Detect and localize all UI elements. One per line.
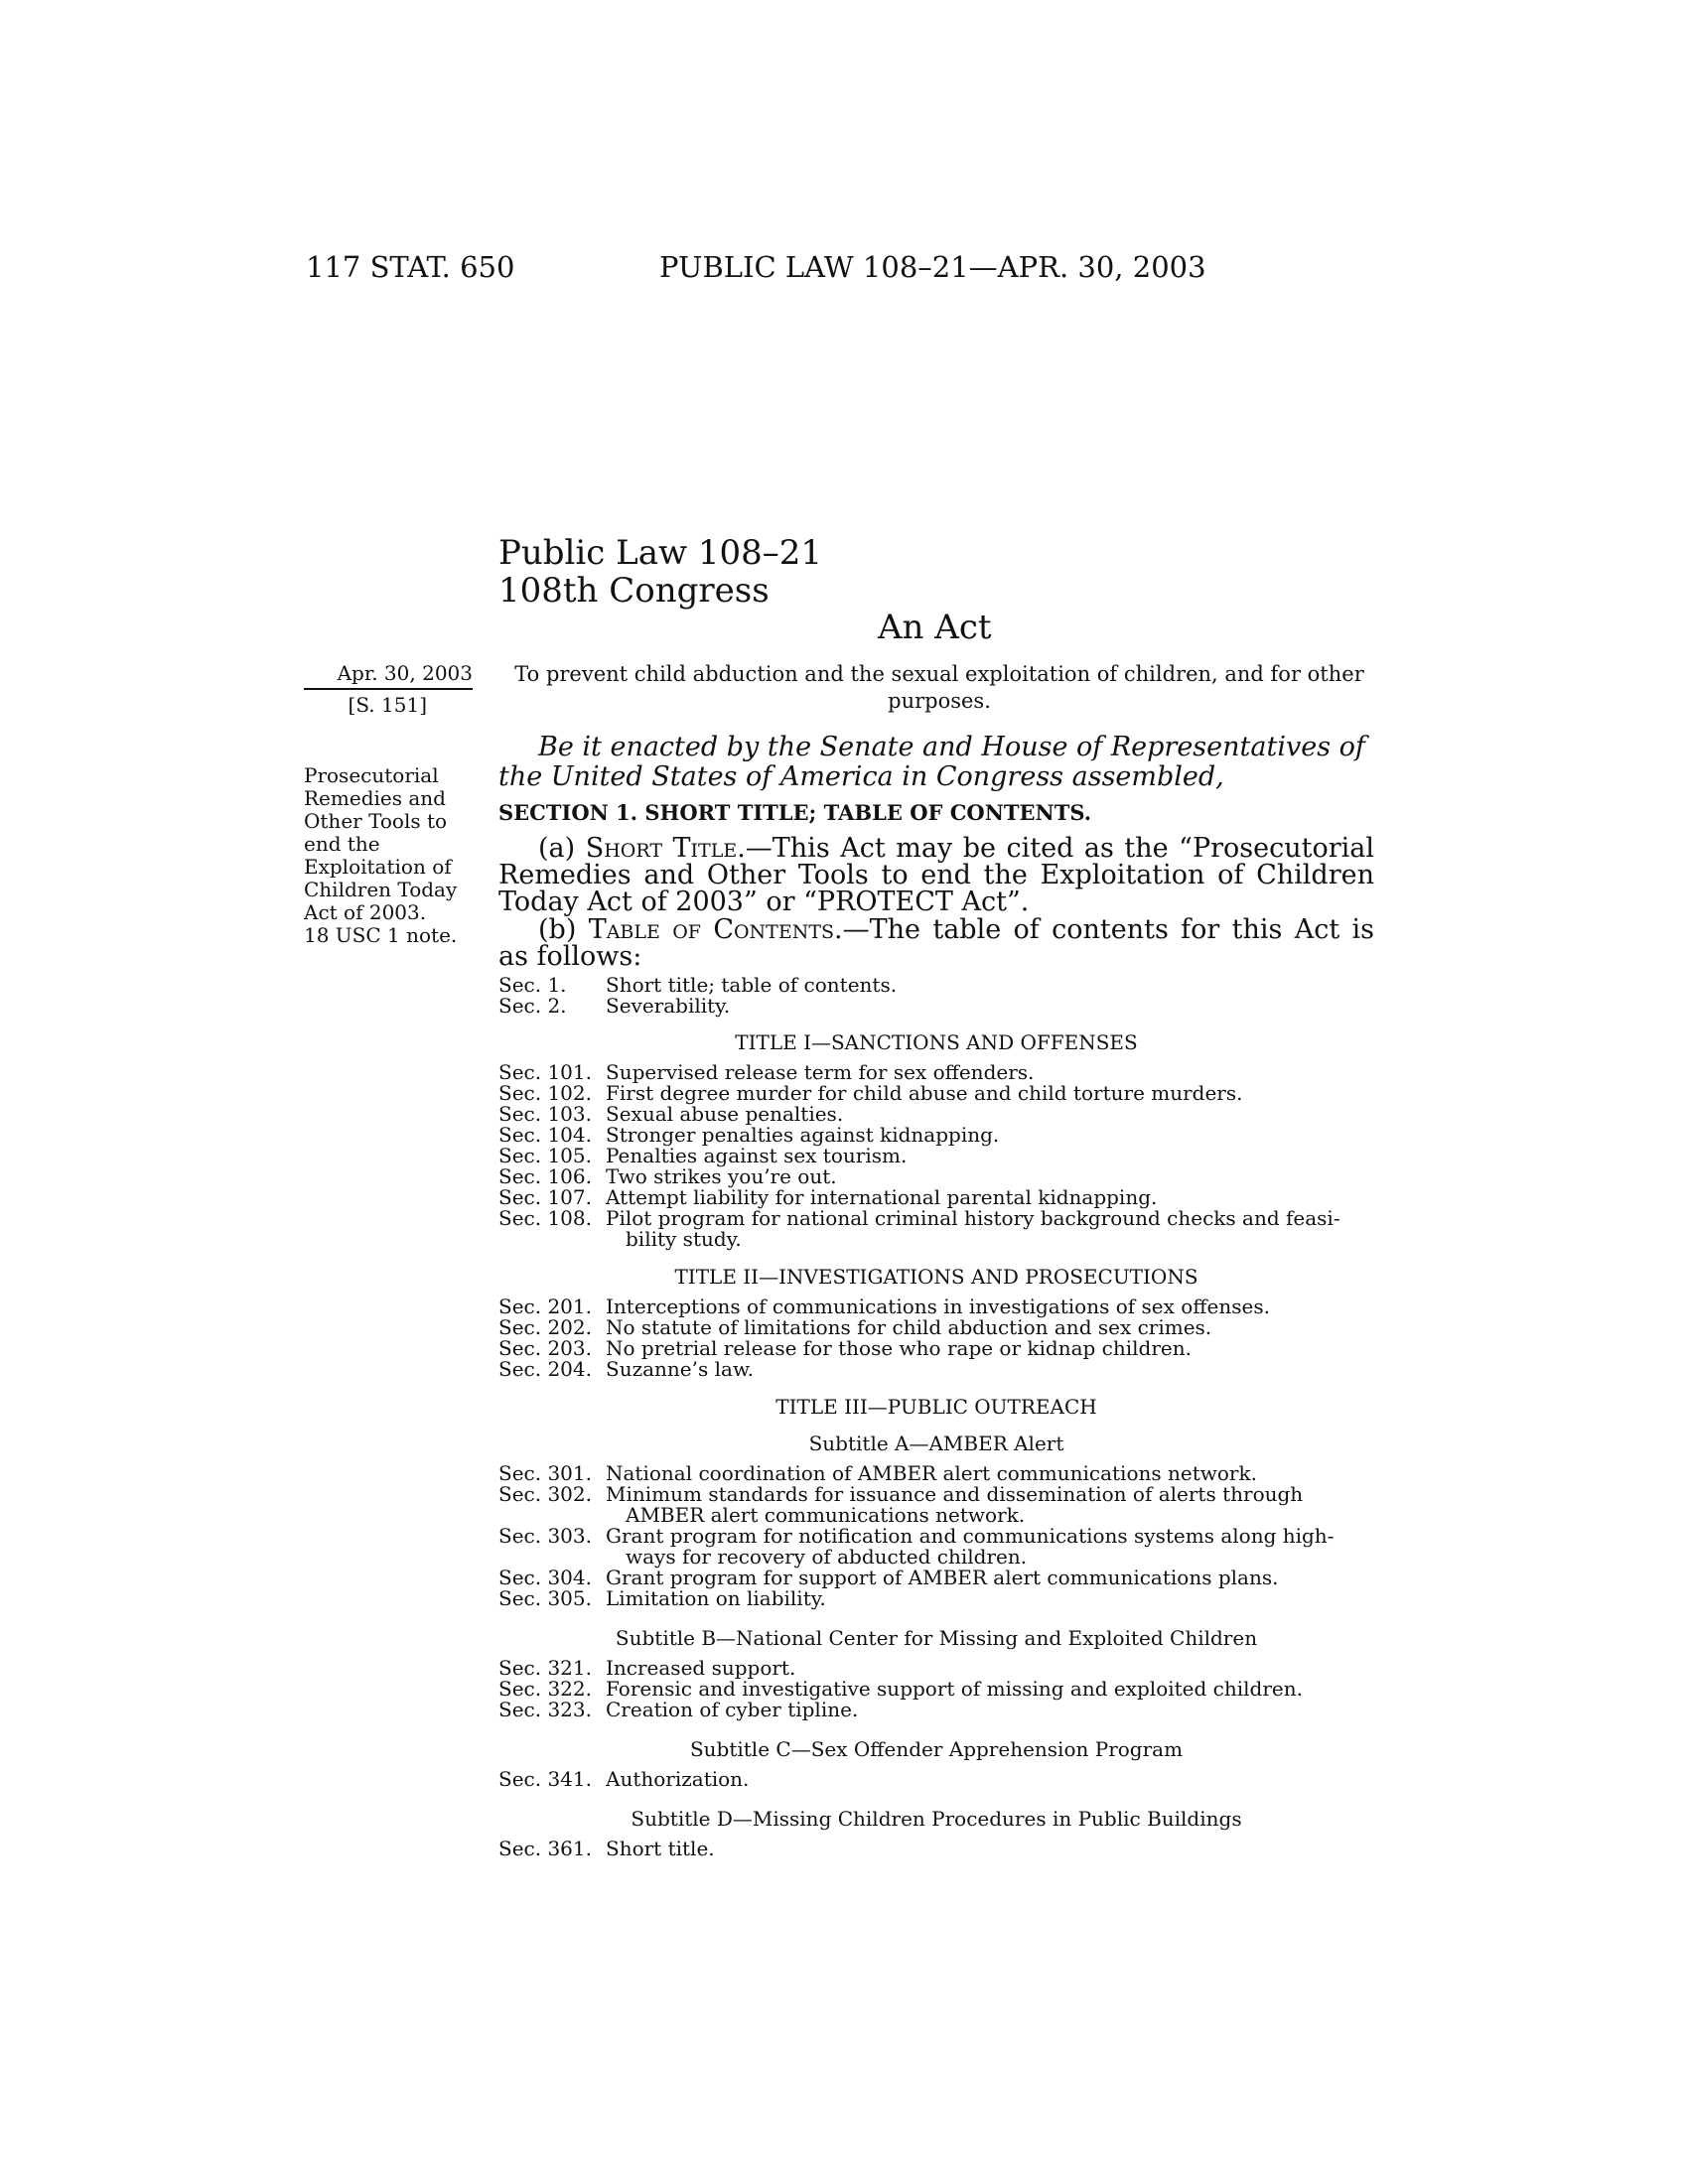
toc-section-number: Sec. 1. [498, 973, 567, 997]
para-heading: Short Title [585, 833, 738, 864]
toc-entry [498, 975, 1374, 996]
para-label: (b) [538, 914, 589, 945]
toc-section-number: Sec. 108. [498, 1206, 592, 1230]
margin-note-line: Prosecutorial [304, 763, 439, 787]
toc-section-number: Sec. 202. [498, 1315, 592, 1339]
enacting-line: Be it enacted by the Senate and House of Representatives of [538, 732, 1365, 762]
para-text: .—The table of contents for this Act is as follows: [498, 914, 1375, 972]
toc-section-title: No statute of limitations for child abduction and sex crimes. [606, 1315, 1212, 1339]
public-law-number: Public Law 108–21 [498, 533, 823, 573]
toc-subtitle-heading: Subtitle D—Missing Children Procedures in Public Buildings [631, 1807, 1242, 1831]
toc-section-title: Short title; table of contents. [606, 973, 898, 997]
margin-note [304, 764, 478, 947]
toc-entry [498, 1187, 1374, 1208]
para-text: .—This Act may be cited as the “Prosecutorial Remedies and Other Tools to end the Exploitation of Children Today Act of 2003” or “PROTECT Act”. [498, 833, 1374, 917]
margin-note-line: 18 USC 1 note. [304, 923, 458, 947]
toc-entry [498, 1317, 1374, 1338]
toc-section-number: Sec. 322. [498, 1677, 592, 1701]
toc-section-number: Sec. 304. [498, 1566, 592, 1589]
toc-entry [498, 1505, 1374, 1526]
toc-section-number: Sec. 105. [498, 1144, 592, 1167]
toc-section-number: Sec. 107. [498, 1185, 592, 1209]
toc-section-title: Pilot program for national criminal history background checks and feasi- [606, 1206, 1340, 1230]
margin-note-line: end the [304, 832, 380, 856]
toc-entry [498, 1146, 1374, 1166]
margin-note-line: Act of 2003. [304, 900, 427, 924]
toc-section-title: Attempt liability for international parental kidnapping. [606, 1185, 1158, 1209]
toc-section-number: Sec. 103. [498, 1102, 592, 1126]
toc-section-title: Creation of cyber tipline. [606, 1698, 859, 1721]
toc-section-number: Sec. 341. [498, 1767, 592, 1791]
toc-section-number: Sec. 303. [498, 1524, 592, 1548]
table-of-contents-paragraph [498, 916, 1374, 970]
toc-section-title: Two strikes you’re out. [606, 1164, 837, 1188]
purpose-line: To prevent child abduction and the sexual exploitation of children, and for other [514, 662, 1364, 686]
toc-entry [498, 1463, 1374, 1484]
toc-section-number: Sec. 305. [498, 1586, 592, 1610]
toc-section-title: Forensic and investigative support of missing and exploited children. [606, 1677, 1303, 1701]
margin-note-line: Remedies and [304, 786, 446, 810]
enacting-clause [498, 733, 1374, 792]
law-identifier [498, 534, 822, 610]
margin-rule [304, 688, 473, 690]
toc-entry [498, 1700, 1374, 1720]
toc-section-title: Grant program for notification and communications systems along high- [606, 1524, 1335, 1548]
toc-section-number: Sec. 201. [498, 1295, 592, 1318]
toc-entry [498, 1297, 1374, 1317]
toc-entry [498, 1568, 1374, 1588]
toc-subtitle-heading: Subtitle A—AMBER Alert [808, 1432, 1064, 1455]
running-head-law-date: PUBLIC LAW 108–21—APR. 30, 2003 [659, 250, 1206, 284]
toc-subtitle-heading: Subtitle B—National Center for Missing and Exploited Children [615, 1626, 1258, 1650]
toc-title-heading: TITLE I—SANCTIONS AND OFFENSES [735, 1030, 1138, 1054]
purpose-line: purposes. [888, 689, 991, 713]
toc-subtitle-heading: Subtitle C—Sex Offender Apprehension Program [689, 1737, 1184, 1761]
purpose-clause [504, 661, 1374, 715]
toc-entry [498, 1547, 1374, 1568]
toc-entry [498, 1359, 1374, 1380]
toc-section-title: Penalties against sex tourism. [606, 1144, 908, 1167]
toc-entry [498, 1083, 1374, 1104]
toc-title-heading: TITLE II—INVESTIGATIONS AND PROSECUTIONS [674, 1265, 1198, 1289]
enacting-line: the United States of America in Congress assembled, [498, 761, 1224, 792]
toc-entry [498, 1125, 1374, 1146]
statute-page-number: 117 STAT. 650 [306, 250, 515, 284]
toc-section-title: First degree murder for child abuse and child torture murders. [606, 1081, 1243, 1105]
toc-entry [498, 1484, 1374, 1505]
margin-note-line: Other Tools to [304, 809, 448, 833]
running-head [0, 250, 1688, 284]
toc-entry [498, 1658, 1374, 1679]
toc-section-number: Sec. 301. [498, 1461, 592, 1485]
toc-entry [498, 1588, 1374, 1609]
toc-entry [498, 1769, 1374, 1790]
toc-section-title: Supervised release term for sex offenders. [606, 1060, 1035, 1084]
toc-entry [498, 1166, 1374, 1187]
margin-date: Apr. 30, 2003 [337, 661, 473, 685]
toc-section-number: Sec. 101. [498, 1060, 592, 1084]
toc-section-title: Limitation on liability. [606, 1586, 826, 1610]
toc-section-title: Sexual abuse penalties. [606, 1102, 844, 1126]
toc-section-title: Authorization. [606, 1767, 750, 1791]
toc-section-title: Interceptions of communications in investigations of sex offenses. [606, 1295, 1270, 1318]
toc-section-number: Sec. 361. [498, 1837, 592, 1860]
margin-note-line: Children Today [304, 878, 458, 901]
section-1-heading: SECTION 1. SHORT TITLE; TABLE OF CONTENTS. [498, 800, 1092, 825]
toc-entry [498, 1338, 1374, 1359]
toc-section-number: Sec. 2. [498, 994, 567, 1018]
toc-section-title: National coordination of AMBER alert communications network. [606, 1461, 1257, 1485]
margin-bill-number: [S. 151] [348, 693, 427, 717]
toc-entry [498, 1526, 1374, 1547]
toc-entry [498, 1104, 1374, 1125]
congress-number: 108th Congress [498, 571, 770, 611]
toc-title-heading: TITLE III—PUBLIC OUTREACH [775, 1395, 1097, 1419]
short-title-paragraph [498, 835, 1374, 915]
toc-section-title: Grant program for support of AMBER alert communications plans. [606, 1566, 1279, 1589]
toc-section-title: Severability. [606, 994, 731, 1018]
toc-entry [498, 1062, 1374, 1083]
toc-entry [498, 996, 1374, 1017]
para-label: (a) [538, 833, 586, 864]
margin-note-line: Exploitation of [304, 855, 452, 879]
toc-section-title-continued: AMBER alert communications network. [626, 1503, 1026, 1527]
para-heading: Table of Contents [588, 914, 835, 945]
an-act-heading: An Act [878, 608, 992, 647]
toc-section-number: Sec. 302. [498, 1482, 592, 1506]
toc-entry [498, 1679, 1374, 1700]
toc-section-number: Sec. 323. [498, 1698, 592, 1721]
toc-section-number: Sec. 106. [498, 1164, 592, 1188]
toc-section-title: Stronger penalties against kidnapping. [606, 1123, 1000, 1147]
toc-entry [498, 1839, 1374, 1859]
toc-entry [498, 1208, 1374, 1229]
toc-section-number: Sec. 204. [498, 1357, 592, 1381]
toc-section-number: Sec. 104. [498, 1123, 592, 1147]
toc-section-title-continued: bility study. [626, 1227, 742, 1251]
toc-section-title: Minimum standards for issuance and dissemination of alerts through [606, 1482, 1304, 1506]
toc-section-number: Sec. 321. [498, 1656, 592, 1680]
toc-section-title-continued: ways for recovery of abducted children. [626, 1545, 1028, 1569]
toc-section-number: Sec. 203. [498, 1336, 592, 1360]
toc-section-number: Sec. 102. [498, 1081, 592, 1105]
toc-section-title: Suzanne’s law. [606, 1357, 755, 1381]
toc-entry [498, 1229, 1374, 1250]
toc-section-title: Short title. [606, 1837, 715, 1860]
toc-section-title: Increased support. [606, 1656, 796, 1680]
toc-section-title: No pretrial release for those who rape or kidnap children. [606, 1336, 1192, 1360]
